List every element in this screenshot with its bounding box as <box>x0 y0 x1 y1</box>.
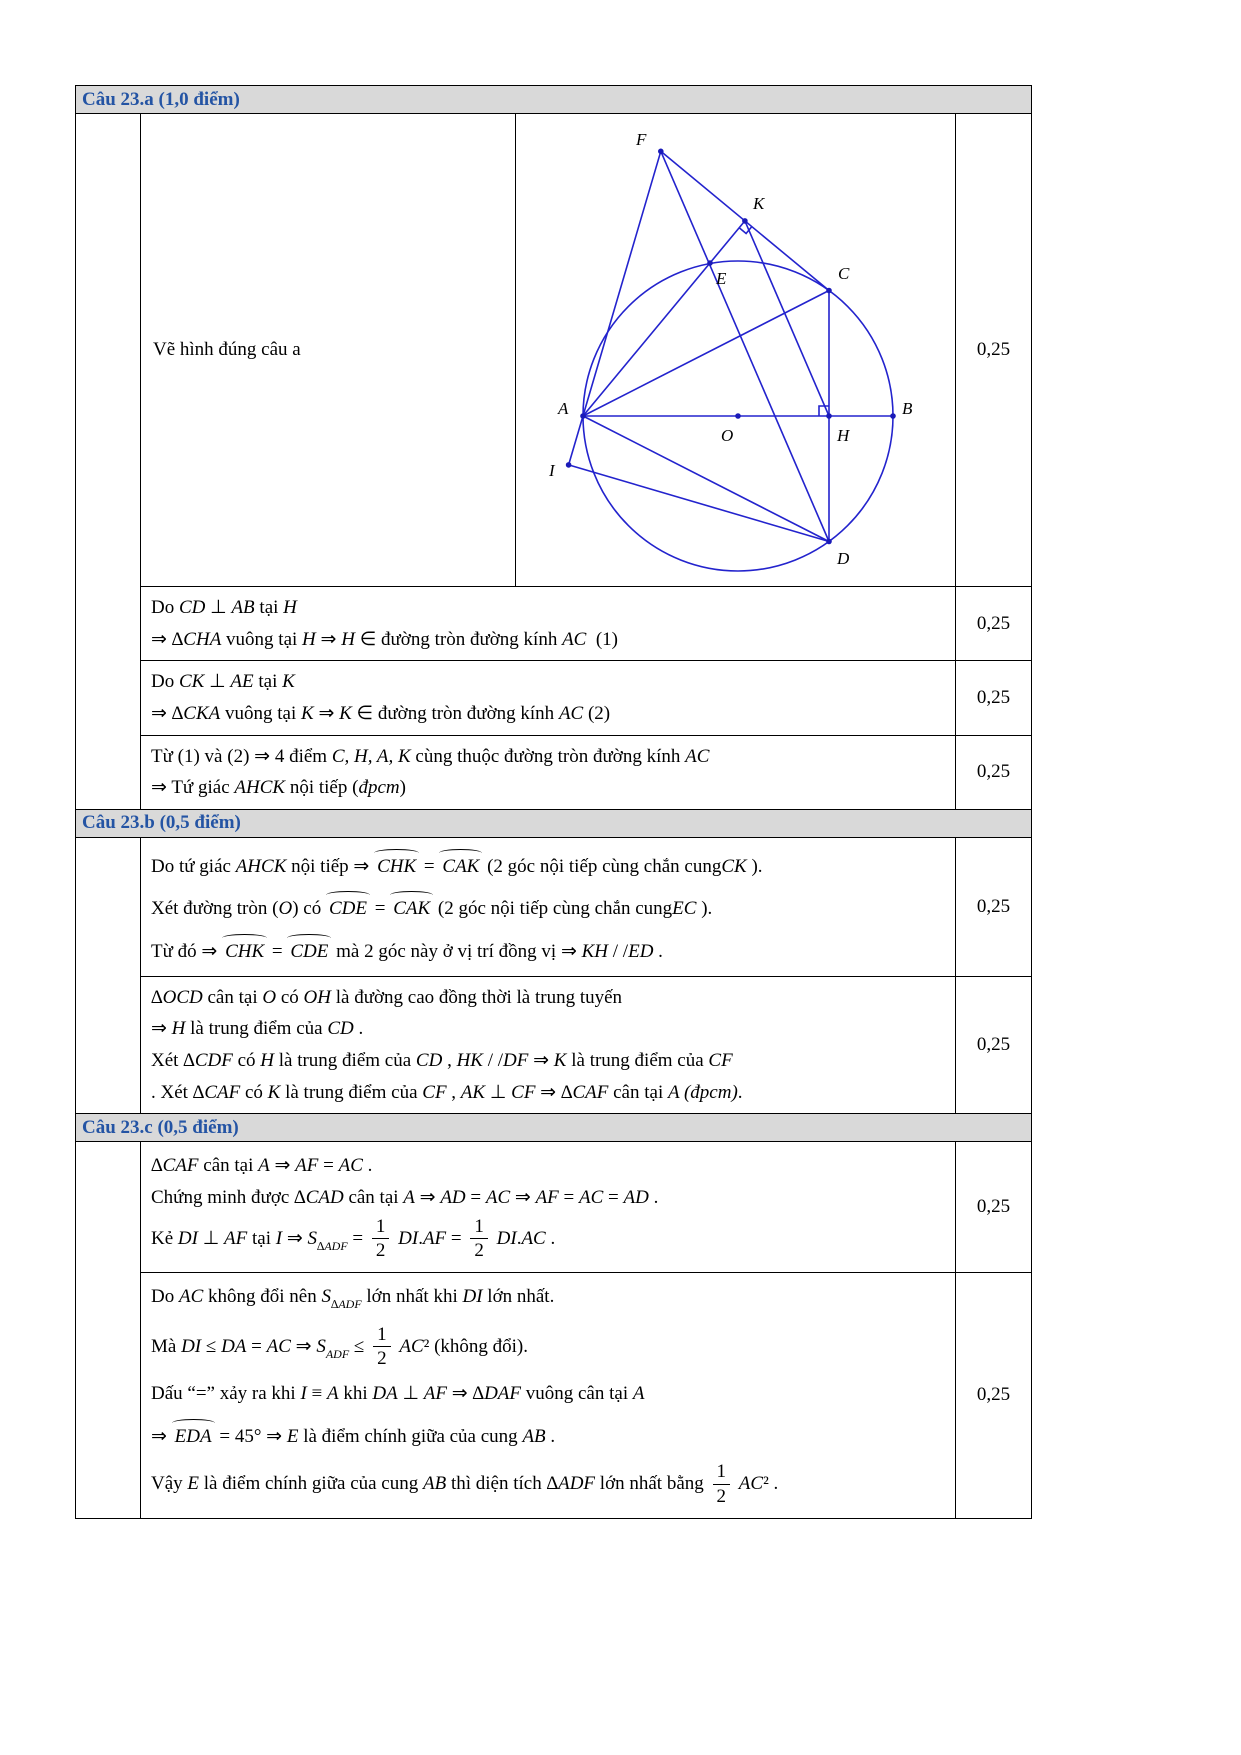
answer-line: Do CD ⊥ AB tại H <box>151 597 297 618</box>
line-HK <box>745 221 829 416</box>
point-K <box>742 218 748 224</box>
score-cell-c1: 0,25 <box>956 1142 1032 1273</box>
point-label-C: C <box>838 264 850 283</box>
line-AC <box>583 291 829 417</box>
question-number-cell-c <box>76 1142 141 1518</box>
answer-cell-a5 <box>141 735 956 809</box>
answer-cell-a3 <box>141 587 956 661</box>
section-header-23c-label: Câu 23.c (0,5 điểm) <box>76 1114 1032 1142</box>
point-I <box>566 462 572 468</box>
point-label-B: B <box>902 399 913 418</box>
point-B <box>890 413 896 419</box>
answer-line: ⇒ EDA = 45° ⇒ E là điểm chính giữa của cung AB . <box>151 1413 945 1456</box>
row-c2 <box>76 1273 1032 1518</box>
section-header-23a <box>76 86 1032 114</box>
section-header-23a-label: Câu 23.a (1,0 điểm) <box>76 86 1032 114</box>
answer-line: Do AC không đổi nên $S_{\Delta ADF}$ lớn nhất khi DI lớn nhất. <box>151 1286 555 1312</box>
point-E <box>707 260 713 266</box>
geometry-figure <box>516 114 956 586</box>
answer-line: Vậy E là điểm chính giữa của cung AB thì diện tích ∆ADF lớn nhất bằng $\frac{1}{2}$ AC² . <box>151 1460 779 1507</box>
score-cell-b2: 0,25 <box>956 976 1032 1114</box>
answer-cell-c2 <box>141 1273 956 1518</box>
score-cell-a3: 0,25 <box>956 587 1032 661</box>
point-label-O: O <box>721 426 734 445</box>
question-number-cell-b <box>76 837 141 1113</box>
answer-cell-b2 <box>141 976 956 1114</box>
answer-line: Chứng minh được ∆CAD cân tại A ⇒ AD = AC ⇒ AF = AC = AD . <box>151 1186 659 1208</box>
point-label-A: A <box>558 399 569 418</box>
figure-caption-cell: Vẽ hình đúng câu a <box>141 114 516 587</box>
answer-table <box>75 85 1032 1519</box>
answer-line: Từ đó ⇒ CHK = CDE mà 2 góc này ở vị trí đồng vị ⇒ KH / /ED . <box>151 928 945 971</box>
answer-line: ⇒ ∆CKA vuông tại K ⇒ K ∈ đường tròn đường kính AC (2) <box>151 702 611 724</box>
answer-line: ⇒ ∆CHA vuông tại H ⇒ H ∈ đường tròn đường kính AC (1) <box>151 628 619 650</box>
row-a5 <box>76 735 1032 809</box>
section-header-23b-label: Câu 23.b (0,5 điểm) <box>76 809 1032 837</box>
line-AEK <box>583 221 745 416</box>
answer-line: Xét ∆CDF có H là trung điểm của CD , HK / /DF ⇒ K là trung điểm của CF <box>151 1050 733 1072</box>
answer-line: ⇒ Tứ giác AHCK nội tiếp (đpcm) <box>151 777 406 799</box>
figure-lines <box>569 151 893 571</box>
score-cell-c2: 0,25 <box>956 1273 1032 1518</box>
point-A <box>580 413 586 419</box>
point-label-D: D <box>837 549 850 568</box>
point-D <box>826 539 832 545</box>
row-c1 <box>76 1142 1032 1273</box>
section-header-23c <box>76 1114 1032 1142</box>
point-label-E: E <box>716 269 727 288</box>
score-cell-a4: 0,25 <box>956 661 1032 735</box>
line-DI <box>569 465 829 542</box>
answer-line: . Xét ∆CAF có K là trung điểm của CF , AK ⊥ CF ⇒ ∆CAF cân tại A (đpcm). <box>151 1081 743 1103</box>
answer-line: Từ (1) và (2) ⇒ 4 điểm C, H, A, K cùng thuộc đường tròn đường kính AC <box>151 745 710 767</box>
row-b2 <box>76 976 1032 1114</box>
point-label-H: H <box>837 426 850 445</box>
figure-cell <box>516 114 956 587</box>
point-F <box>658 149 664 155</box>
row-a3 <box>76 587 1032 661</box>
answer-line: ⇒ H là trung điểm của CD . <box>151 1018 364 1040</box>
answer-line: ∆OCD cân tại O có OH là đường cao đồng thời là trung tuyến <box>151 986 623 1008</box>
answer-line: Kẻ DI ⊥ AF tại I ⇒ $S_{\Delta ADF}$ = $\frac{1}{2}$ DI.AF = $\frac{1}{2}$ DI.AC . <box>151 1215 556 1262</box>
answer-line: Do tứ giác AHCK nội tiếp ⇒ CHK = CAK (2 góc nội tiếp cùng chắn cungCK ). <box>151 843 945 886</box>
point-label-I: I <box>549 461 555 480</box>
row-figure <box>76 114 1032 587</box>
answer-line: Mà DI ≤ DA = AC ⇒ $S_{ADF}$ ≤ $\frac{1}{2}$ AC² (không đổi). <box>151 1323 529 1370</box>
line-AD <box>583 416 829 542</box>
point-label-K: K <box>753 194 765 213</box>
score-cell-a5: 0,25 <box>956 735 1032 809</box>
score-cell-figure: 0,25 <box>956 114 1032 587</box>
row-a4 <box>76 661 1032 735</box>
figure-points <box>566 149 896 545</box>
answer-line: Xét đường tròn (O) có CDE = CAK (2 góc nội tiếp cùng chắn cungEC ). <box>151 885 945 928</box>
answer-line: Do CK ⊥ AE tại K <box>151 671 295 693</box>
answer-line: Dấu “=” xảy ra khi I ≡ A khi DA ⊥ AF ⇒ ∆DAF vuông cân tại A <box>151 1383 645 1405</box>
point-C <box>826 288 832 294</box>
point-H <box>826 413 832 419</box>
score-cell-b1: 0,25 <box>956 837 1032 976</box>
line-DF <box>661 151 829 541</box>
answer-cell-a4 <box>141 661 956 735</box>
section-header-23b <box>76 809 1032 837</box>
point-O <box>735 413 741 419</box>
row-b1 <box>76 837 1032 976</box>
answer-cell-c1 <box>141 1142 956 1273</box>
answer-cell-b1 <box>141 837 956 976</box>
question-number-cell-a <box>76 114 141 810</box>
point-label-F: F <box>636 130 647 149</box>
answer-line: ∆CAF cân tại A ⇒ AF = AC . <box>151 1155 373 1177</box>
